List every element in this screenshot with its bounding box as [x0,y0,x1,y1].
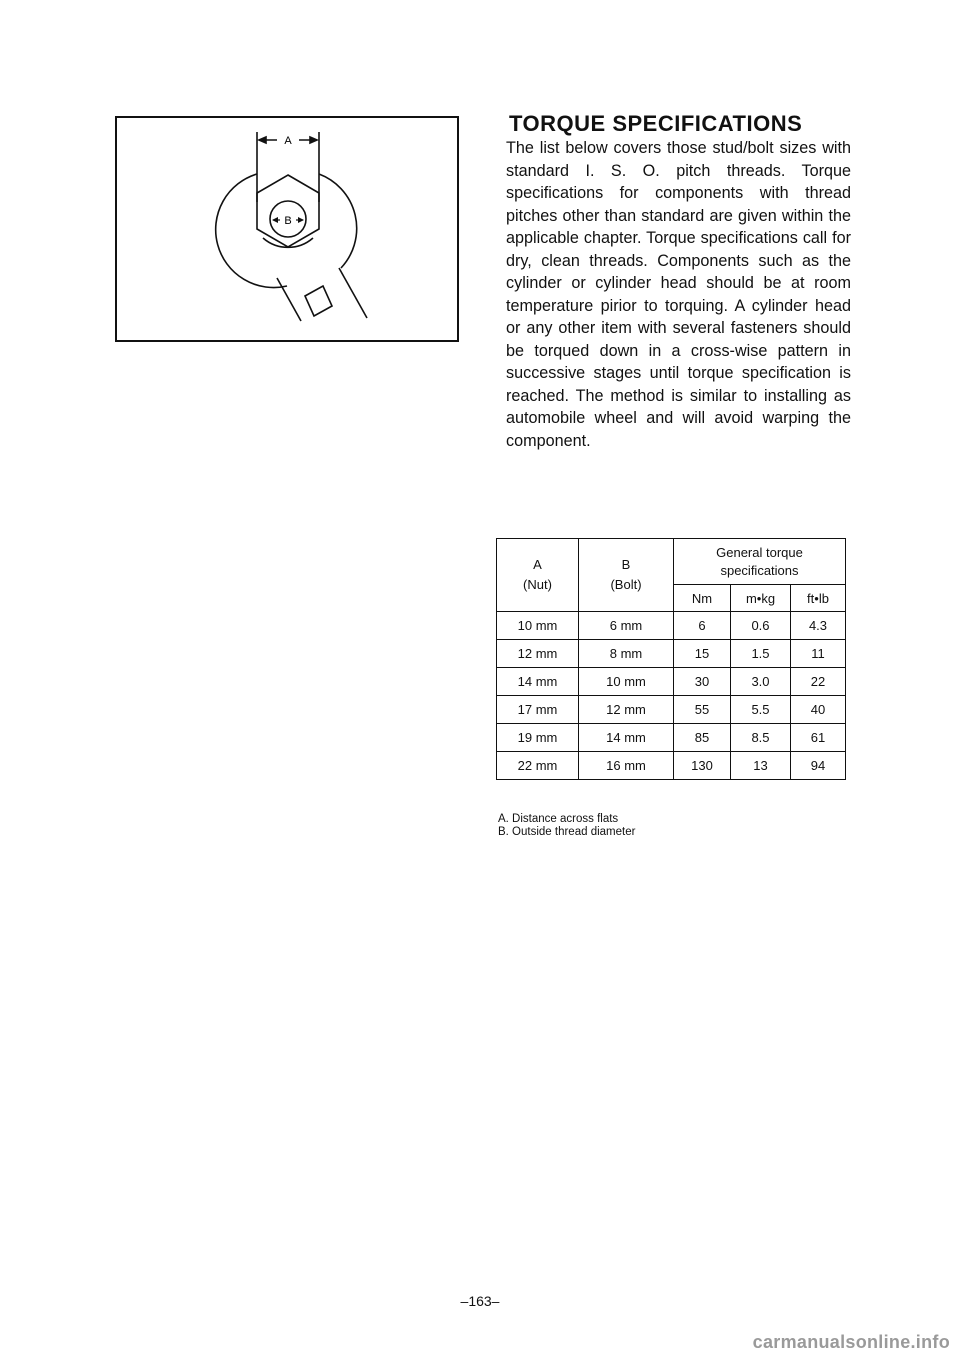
table-notes [498,813,635,839]
diagram-label-b: B [284,215,292,227]
cell-a: 17 mm [497,696,579,724]
header-a [497,539,579,612]
cell-nm: 55 [674,696,731,724]
table-row [497,668,846,696]
cell-nm: 30 [674,668,731,696]
cell-b: 12 mm [579,696,674,724]
cell-b: 10 mm [579,668,674,696]
cell-nm: 6 [674,612,731,640]
cell-a: 10 mm [497,612,579,640]
cell-nm: 85 [674,724,731,752]
diagram-label-a: A [284,135,292,147]
cell-a: 12 mm [497,640,579,668]
header-b-sub: (Bolt) [610,577,642,592]
cell-mkg: 8.5 [731,724,791,752]
cell-a: 22 mm [497,752,579,780]
note-a: A. Distance across flats [498,813,619,825]
cell-nm: 130 [674,752,731,780]
page-number: –163– [460,1293,500,1309]
header-a-label: A [533,557,542,572]
header-nm: Nm [674,585,731,612]
cell-ftlb: 61 [791,724,846,752]
cell-mkg: 5.5 [731,696,791,724]
header-mkg: m•kg [731,585,791,612]
torque-table [496,538,846,780]
cell-a: 19 mm [497,724,579,752]
table-row [497,696,846,724]
cell-ftlb: 40 [791,696,846,724]
intro-paragraph: The list below covers those stud/bolt sizes with standard I. S. O. pitch threads. Torque specifications for components with thread pitches other than standard are given within the applicable chapter. Torque specifications call for dry, clean threads. Components such as the cylinder or cylinder head should be at room temperature pirior to torquing. A cylinder head or any other item with several fasteners should be torqued down in a cross-wise pattern in successive stages until torque specification is reached. The method is similar to installing as automobile wheel and will avoid warping the component. [506,139,851,450]
cell-ftlb: 11 [791,640,846,668]
cell-mkg: 1.5 [731,640,791,668]
cell-a: 14 mm [497,668,579,696]
cell-b: 16 mm [579,752,674,780]
cell-ftlb: 22 [791,668,846,696]
cell-b: 14 mm [579,724,674,752]
cell-nm: 15 [674,640,731,668]
cell-mkg: 13 [731,752,791,780]
note-b: B. Outside thread diameter [498,826,636,838]
table-row [497,752,846,780]
wrench-diagram [115,116,459,342]
header-b-label: B [621,557,631,572]
table-row [497,612,846,640]
header-b [579,539,674,612]
wrench-nut-illustration [117,118,461,344]
cell-mkg: 3.0 [731,668,791,696]
section-title: TORQUE SPECIFICATIONS [509,111,803,136]
watermark[interactable]: carmanualsonline.info [752,1332,950,1352]
cell-b: 6 mm [579,612,674,640]
cell-b: 8 mm [579,640,674,668]
header-ftlb: ft•lb [791,585,846,612]
header-a-sub: (Nut) [523,577,552,592]
cell-mkg: 0.6 [731,612,791,640]
table-row [497,724,846,752]
header-general-line2: specifications [720,562,799,578]
cell-ftlb: 4.3 [791,612,846,640]
cell-ftlb: 94 [791,752,846,780]
header-general [674,539,846,585]
table-row [497,640,846,668]
header-general-line1: General torque [716,544,803,560]
